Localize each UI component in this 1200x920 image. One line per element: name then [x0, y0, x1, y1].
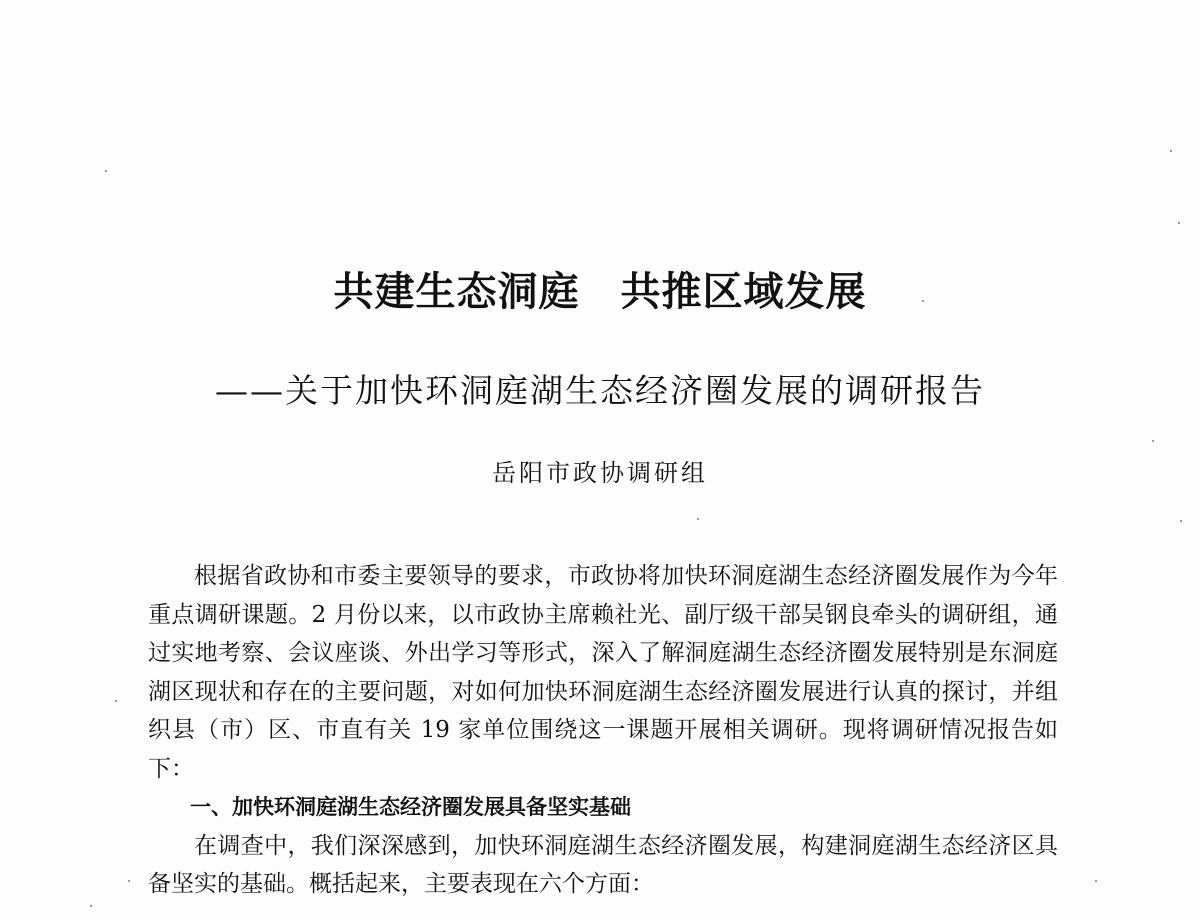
- scan-speck: [1152, 440, 1154, 442]
- scan-speck: [1178, 222, 1180, 224]
- document-title: 共建生态洞庭 共推区域发展: [333, 269, 867, 315]
- section-paragraph: 在调查中，我们深深感到，加快环洞庭湖生态经济圈发展，构建洞庭湖生态经济区具备坚实的基础。概括起来，主要表现在六个方面：: [148, 832, 1058, 897]
- section-heading: 一、加快环洞庭湖生态经济圈发展具备坚实基础: [190, 795, 631, 819]
- document-author: 岳阳市政协调研组: [492, 459, 708, 487]
- scan-speck: [922, 300, 924, 302]
- document-body: [148, 557, 1058, 904]
- scan-speck: [1095, 880, 1097, 882]
- intro-paragraph: 根据省政协和市委主要领导的要求，市政协将加快环洞庭湖生态经济圈发展作为今年重点调研课题。2 月份以来，以市政协主席赖社光、副厅级干部吴钢良牵头的调研组，通过实地考察、会议座谈、外出学习等形式，深入了解洞庭湖生态经济圈发展特别是东洞庭湖区现状和存在的主要问题，对如何加快环洞庭湖生态经济圈发展进行认真的探讨，并组织县（市）区、市直有关 19 家单位围绕这一课题开展相关调研。现将调研情况报告如下：: [148, 563, 1058, 782]
- scan-speck: [90, 905, 92, 907]
- scan-speck: [105, 170, 107, 172]
- scan-speck: [115, 700, 117, 702]
- scan-speck: [1180, 520, 1182, 522]
- scan-speck: [697, 518, 699, 520]
- document-subtitle: ——关于加快环洞庭湖生态经济圈发展的调研报告: [215, 371, 985, 410]
- scan-speck: [128, 880, 130, 882]
- scan-speck: [1170, 150, 1172, 152]
